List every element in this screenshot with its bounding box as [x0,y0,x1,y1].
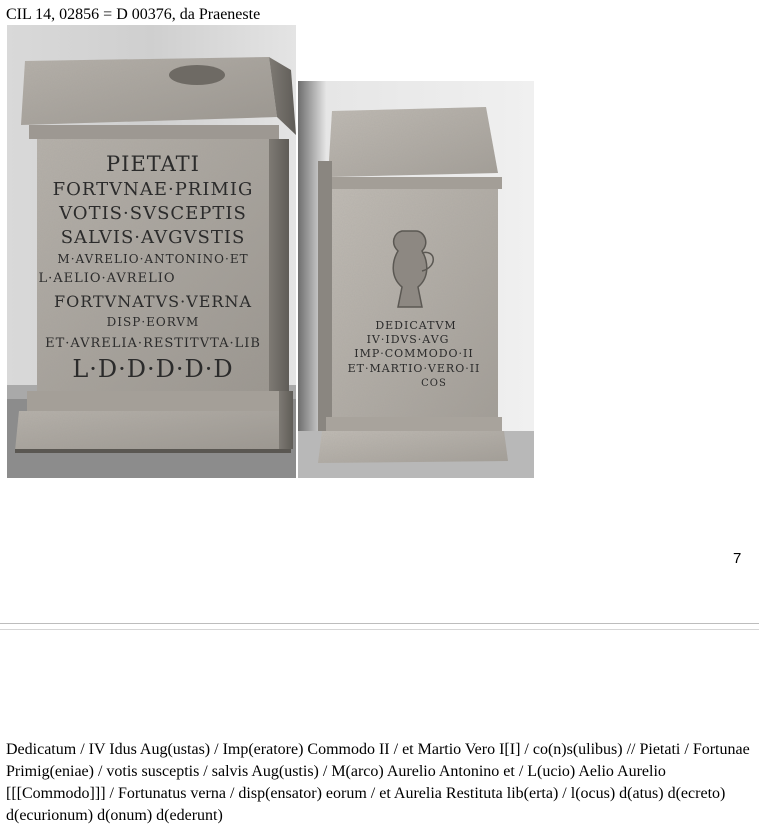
inscription-line: FORTVNATVS·VERNA [54,292,252,311]
inscription-line: PIETATI [106,152,200,176]
inscription-transcription: Dedicatum / IV Idus Aug(ustas) / Imp(eratore) Commodo II / et Martio Vero I[I] / co(n)s(ulibus) // Pietati / Fortunae Primig(eniae) / votis susceptis / salvis Aug(ustis) / M(arco) Aurelio Antonino et / L(ucio) Aelio Aurelio [[[Commodo]]] / Fortunatus verna / disp(ensator) eorum / et Aurelia Restituta lib(erta) / l(ocus) d(atus) d(ecreto) d(ecurionum) d(onum) d(ederunt) [6,741,750,824]
page-divider [0,623,759,624]
page-title: CIL 14, 02856 = D 00376, da Praeneste [6,6,261,23]
inscription-line: VOTIS·SVSCEPTIS [59,203,247,224]
inscription-line: FORTVNAE·PRIMIG [52,179,254,200]
altar-front-photo [7,25,296,478]
page-number: 7 [733,550,742,567]
inscription-line: IV·IDVS·AVG [366,333,450,346]
altar-side-photo [298,81,534,478]
inscription-line: IMP·COMMODO·II [354,347,474,360]
inscription-line: L·D·D·D·D·D [72,355,234,383]
inscription-line: ET·MARTIO·VERO·II [347,362,481,375]
inscription-line: ET·AVRELIA·RESTITVTA·LIB [45,336,261,351]
inscription-line: L·AELIO·AVRELIO [38,271,176,286]
inscription-line: M·AVRELIO·ANTONINO·ET [57,252,249,266]
inscription-line: DISP·EORVM [106,315,200,329]
inscription-line: DEDICATVM [375,319,457,332]
page-divider [0,629,759,630]
inscription-line: SALVIS·AVGVSTIS [60,227,246,248]
inscription-line: COS [421,378,447,389]
